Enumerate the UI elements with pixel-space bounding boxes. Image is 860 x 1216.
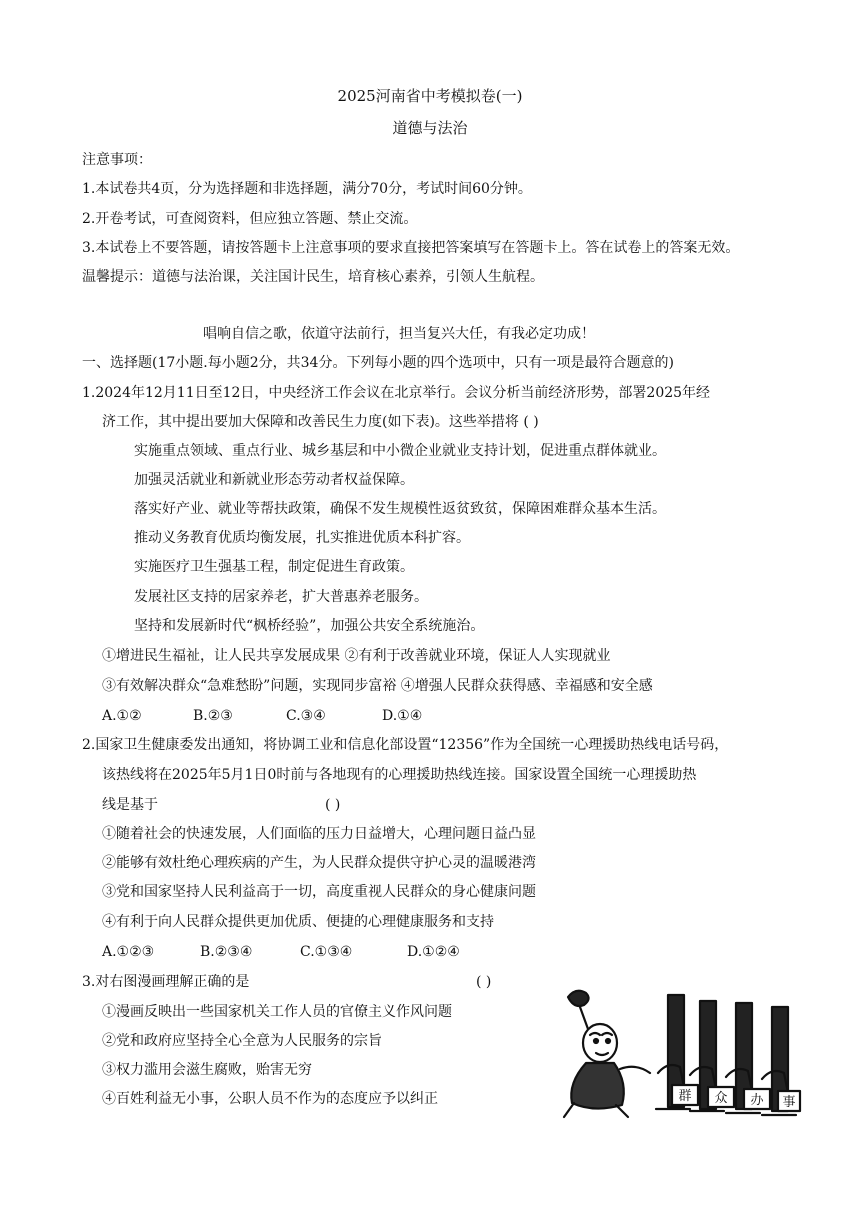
q2-option-a: A.①②③ [102, 944, 155, 960]
section-heading: 一、选择题(17小题.每小题2分，共34分。下列每小题的四个选项中，只有一项是最符合题意的) [82, 355, 674, 371]
q1-table-row: 推动义务教育优质均衡发展，扎实推进优质本科扩容。 [134, 530, 470, 546]
q1-option-b: B.②③ [193, 708, 233, 724]
q2-stem-line-1: 2.国家卫生健康委发出通知，将协调工业和信息化部设置“12356”作为全国统一心理援助热线电话号码， [82, 737, 729, 753]
q2-stem-line-3: 线是基于 [102, 797, 158, 813]
cartoon-label: 办 [750, 1093, 764, 1108]
q1-stem-line-2: 济工作，其中提出要加大保障和改善民生力度(如下表)。这些举措将 ( ) [102, 414, 539, 430]
q1-table-row: 落实好产业、就业等帮扶政策，确保不发生规模性返贫致贫，保障困难群众基本生活。 [134, 501, 666, 517]
slogan: 唱响自信之歌，依道守法前行，担当复兴大任，有我必定功成！ [203, 326, 595, 342]
q2-answer-bracket: ( ) [325, 797, 341, 813]
q2-option-b: B.②③④ [200, 944, 253, 960]
q1-table-row: 加强灵活就业和新就业形态劳动者权益保障。 [134, 472, 414, 488]
q3-statement: ①漫画反映出一些国家机关工作人员的官僚主义作风问题 [102, 1004, 452, 1020]
cartoon-label: 事 [782, 1095, 796, 1110]
q1-table-row: 坚持和发展新时代“枫桥经验”，加强公共安全系统施治。 [134, 618, 485, 634]
notice-item-1: 1.本试卷共4页，分为选择题和非选择题，满分70分，考试时间60分钟。 [82, 181, 532, 197]
q1-option-c: C.③④ [286, 708, 326, 724]
cartoon-label: 众 [714, 1091, 728, 1106]
q1-statements-2: ③有效解决群众“急难愁盼”问题，实现同步富裕 ④增强人民群众获得感、幸福感和安全感 [102, 678, 653, 694]
q2-option-c: C.①③④ [300, 944, 353, 960]
cartoon-illustration [540, 977, 802, 1123]
q2-statement: ①随着社会的快速发展，人们面临的压力日益增大，心理问题日益凸显 [102, 826, 536, 842]
q3-answer-bracket: ( ) [476, 974, 492, 990]
notice-item-2: 2.开卷考试，可查阅资料，但应独立答题、禁止交流。 [82, 211, 418, 227]
q1-stem-line-1: 1.2024年12月11日至12日，中央经济工作会议在北京举行。会议分析当前经济形势，部署2025年经 [82, 385, 711, 401]
q1-statements-1: ①增进民生福祉，让人民共享发展成果 ②有利于改善就业环境，保证人人实现就业 [102, 648, 611, 664]
notice-tip: 温馨提示：道德与法治课，关注国计民生，培育核心素养，引领人生航程。 [82, 269, 544, 285]
q2-statement: ③党和国家坚持人民利益高于一切，高度重视人民群众的身心健康问题 [102, 884, 536, 900]
q1-option-d: D.①④ [382, 708, 423, 724]
notice-heading: 注意事项： [82, 152, 152, 168]
q3-stem: 3.对右图漫画理解正确的是 [82, 974, 250, 990]
q3-statement: ④百姓利益无小事，公职人员不作为的态度应予以纠正 [102, 1091, 438, 1107]
q1-table-row: 实施医疗卫生强基工程，制定促进生育政策。 [134, 559, 414, 575]
q2-statement: ②能够有效杜绝心理疾病的产生，为人民群众提供守护心灵的温暖港湾 [102, 855, 536, 871]
q3-statement: ③权力滥用会滋生腐败，贻害无穷 [102, 1062, 312, 1078]
notice-item-3: 3.本试卷上不要答题，请按答题卡上注意事项的要求直接把答案填写在答题卡上。答在试卷上的答案无效。 [82, 240, 740, 256]
q1-table-row: 实施重点领域、重点行业、城乡基层和中小微企业就业支持计划，促进重点群体就业。 [134, 443, 666, 459]
cartoon-label: 群 [678, 1089, 692, 1104]
exam-subject: 道德与法治 [392, 119, 468, 137]
q2-option-d: D.①②④ [407, 944, 460, 960]
q3-statement: ②党和政府应坚持全心全意为人民服务的宗旨 [102, 1033, 382, 1049]
q2-statement: ④有利于向人民群众提供更加优质、便捷的心理健康服务和支持 [102, 914, 494, 930]
exam-title: 2025河南省中考模拟卷(一) [337, 87, 523, 105]
q2-stem-line-2: 该热线将在2025年5月1日0时前与各地现有的心理援助热线连接。国家设置全国统一心理援助热 [102, 767, 697, 783]
q1-table-row: 发展社区支持的居家养老，扩大普惠养老服务。 [134, 589, 428, 605]
q1-option-a: A.①② [102, 708, 142, 724]
